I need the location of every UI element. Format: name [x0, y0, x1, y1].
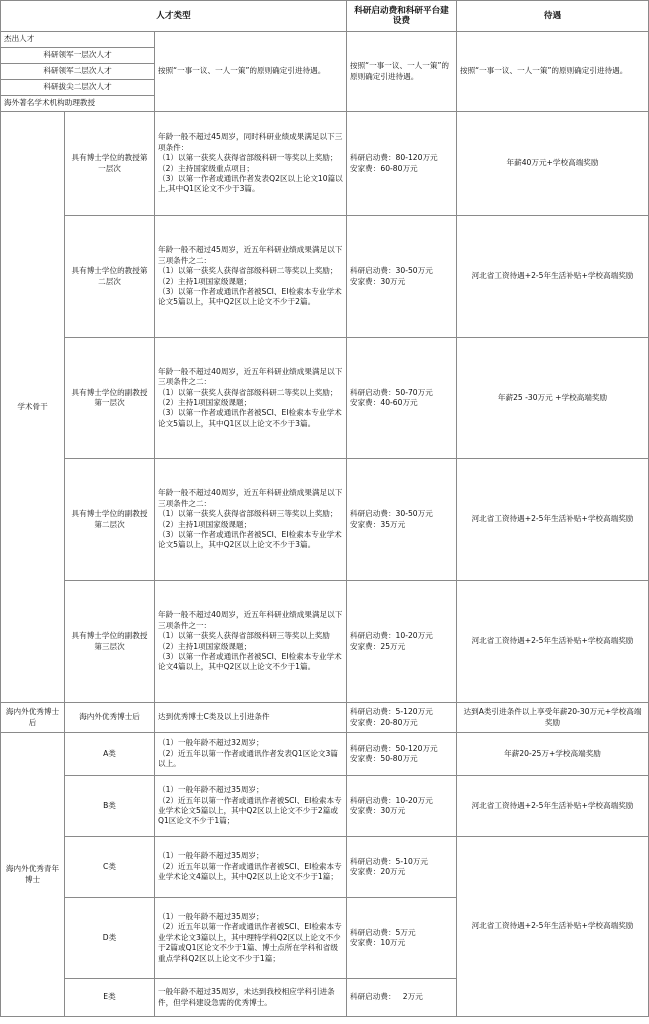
backbone-row [1, 112, 649, 216]
young-doctor-funding: 科研启动费：50-120万元 安家费：50-80万元 [347, 733, 457, 776]
backbone-condition: 年龄一般不超过40周岁，近五年科研业绩成果满足以下三项条件之二： （1）以第一获奖人获得省部级科研二等奖以上奖励； （2）主持1项国家级课题； （3）以第一作者或通讯作者被SCI、EI检索本专业学术论文5篇以上，其中Q1区以上论文不少于3篇。 [155, 338, 347, 459]
young-doctor-shared-benefits: 河北省工资待遇+2-5年生活补贴+学校高端奖励 [457, 837, 649, 1017]
header-row [1, 1, 649, 32]
backbone-row [1, 338, 649, 459]
backbone-row [1, 216, 649, 338]
postdoc-funding: 科研启动费：5-120万元 安家费：20-80万元 [347, 703, 457, 733]
backbone-name: 具有博士学位的教授第二层次 [65, 216, 155, 338]
backbone-benefits: 河北省工资待遇+2-5年生活补贴+学校高端奖励 [457, 459, 649, 581]
header-benefits: 待遇 [457, 1, 649, 32]
young-doctor-class: D类 [65, 898, 155, 979]
young-doctor-condition: （1）一般年龄不超过35周岁； （2）近五年以第一作者或通讯作者被SCI、EI检索本专业学术论文5篇以上，其中Q2区以上论文不少于2篇或Q1区论文不少于1篇； [155, 776, 347, 837]
top-talent-row [1, 32, 649, 48]
backbone-funding: 科研启动费：30-50万元 安家费：35万元 [347, 459, 457, 581]
postdoc-benefits: 达到A类引进条件以上享受年薪20-30万元+学校高端奖励 [457, 703, 649, 733]
top-talent-name: 科研拔尖二层次人才 [1, 80, 155, 96]
backbone-name: 具有博士学位的副教授第三层次 [65, 581, 155, 703]
young-doctor-class: A类 [65, 733, 155, 776]
backbone-condition: 年龄一般不超过40周岁，近五年科研业绩成果满足以下三项条件之二： （1）以第一获奖人获得省部级科研三等奖以上奖励； （2）主持1项国家级课题； （3）以第一作者或通讯作者被SCI、EI检索本专业学术论文5篇以上，其中Q2区以上论文不少于3篇。 [155, 459, 347, 581]
top-talent-name: 杰出人才 [1, 32, 155, 48]
top-talent-benefits: 按照“一事一议、一人一策”的原则确定引进待遇。 [457, 32, 649, 112]
young-doctor-class: C类 [65, 837, 155, 898]
top-talent-funding: 按照“一事一议、一人一策”的原则确定引进待遇。 [347, 32, 457, 112]
postdoc-name: 海内外优秀博士后 [65, 703, 155, 733]
header-talent-type: 人才类型 [1, 1, 347, 32]
top-talent-name: 科研领军二层次人才 [1, 64, 155, 80]
young-doctor-funding: 科研启动费：5-10万元 安家费：20万元 [347, 837, 457, 898]
young-doctor-condition: （1）一般年龄不超过35周岁； （2）近五年以第一作者或通讯作者被SCI、EI检索本专业学术论文3篇以上，其中理特学科Q2区以上论文不少于2篇或Q1区论文不少于1篇、博士点所在学科和省级重点学科Q2区以上论文不少于1篇； [155, 898, 347, 979]
young-doctor-funding: 科研启动费： 2万元 [347, 979, 457, 1017]
postdoc-label: 海内外优秀博士后 [1, 703, 65, 733]
young-doctor-label: 海内外优秀青年博士 [1, 733, 65, 1017]
young-doctor-benefits: 河北省工资待遇+2-5年生活补贴+学校高端奖励 [457, 776, 649, 837]
backbone-funding: 科研启动费：10-20万元 安家费：25万元 [347, 581, 457, 703]
backbone-benefits: 年薪40万元+学校高端奖励 [457, 112, 649, 216]
backbone-condition: 年龄一般不超过40周岁，近五年科研业绩成果满足以下三项条件之一： （1）以第一获奖人获得省部级科研三等奖以上奖励 （2）主持1项国家级课题； （3）以第一作者或通讯作者被SCI、EI检索本专业学术论文4篇以上，其中Q2区以上论文不少于1篇。 [155, 581, 347, 703]
young-doctor-row [1, 837, 649, 898]
backbone-condition: 年龄一般不超过45周岁，同时科研业绩成果满足以下三项条件： （1）以第一获奖人获得省部级科研一等奖以上奖励； （2）主持国家级重点项目； （3）以第一作者或通讯作者发表Q2区以上论文10篇以上,其中Q1区论文不少于3篇。 [155, 112, 347, 216]
young-doctor-class: B类 [65, 776, 155, 837]
backbone-row [1, 581, 649, 703]
young-doctor-condition: （1）一般年龄不超过35周岁； （2）近五年以第一作者或通讯作者被SCI、EI检索本专业学术论文4篇以上，其中Q2区以上论文不少于1篇； [155, 837, 347, 898]
young-doctor-row [1, 733, 649, 776]
young-doctor-class: E类 [65, 979, 155, 1017]
young-doctor-row [1, 776, 649, 837]
backbone-label: 学术骨干 [1, 112, 65, 703]
backbone-benefits: 年薪25 -30万元 +学校高端奖励 [457, 338, 649, 459]
backbone-name: 具有博士学位的副教授第二层次 [65, 459, 155, 581]
header-funding: 科研启动费和科研平台建设费 [347, 1, 457, 32]
backbone-benefits: 河北省工资待遇+2-5年生活补贴+学校高端奖励 [457, 216, 649, 338]
backbone-funding: 科研启动费：30-50万元 安家费：30万元 [347, 216, 457, 338]
backbone-condition: 年龄一般不超过45周岁，近五年科研业绩成果满足以下三项条件之二： （1）以第一获奖人获得省部级科研二等奖以上奖励； （2）主持1项国家级课题； （3）以第一作者或通讯作者被SCI、EI检索本专业学术论文5篇以上，其中Q2区以上论文不少于2篇。 [155, 216, 347, 338]
young-doctor-condition: （1）一般年龄不超过32周岁； （2）近五年以第一作者或通讯作者发表Q1区论文3篇以上。 [155, 733, 347, 776]
young-doctor-funding: 科研启动费：5万元 安家费：10万元 [347, 898, 457, 979]
backbone-funding: 科研启动费：50-70万元 安家费：40-60万元 [347, 338, 457, 459]
top-talent-condition: 按照“一事一议、一人一策”的原则确定引进待遇。 [155, 32, 347, 112]
backbone-name: 具有博士学位的副教授第一层次 [65, 338, 155, 459]
top-talent-name: 科研领军一层次人才 [1, 48, 155, 64]
young-doctor-funding: 科研启动费：10-20万元 安家费：30万元 [347, 776, 457, 837]
young-doctor-condition: 一般年龄不超过35周岁，未达到我校相应学科引进条件，但学科建设急需的优秀博士。 [155, 979, 347, 1017]
young-doctor-benefits: 年薪20-25万+学校高端奖励 [457, 733, 649, 776]
backbone-benefits: 河北省工资待遇+2-5年生活补贴+学校高端奖励 [457, 581, 649, 703]
postdoc-condition: 达到优秀博士C类及以上引进条件 [155, 703, 347, 733]
backbone-name: 具有博士学位的教授第一层次 [65, 112, 155, 216]
top-talent-name: 海外著名学术机构助理教授 [1, 96, 155, 112]
postdoc-row [1, 703, 649, 733]
backbone-row [1, 459, 649, 581]
backbone-funding: 科研启动费：80-120万元 安家费：60-80万元 [347, 112, 457, 216]
